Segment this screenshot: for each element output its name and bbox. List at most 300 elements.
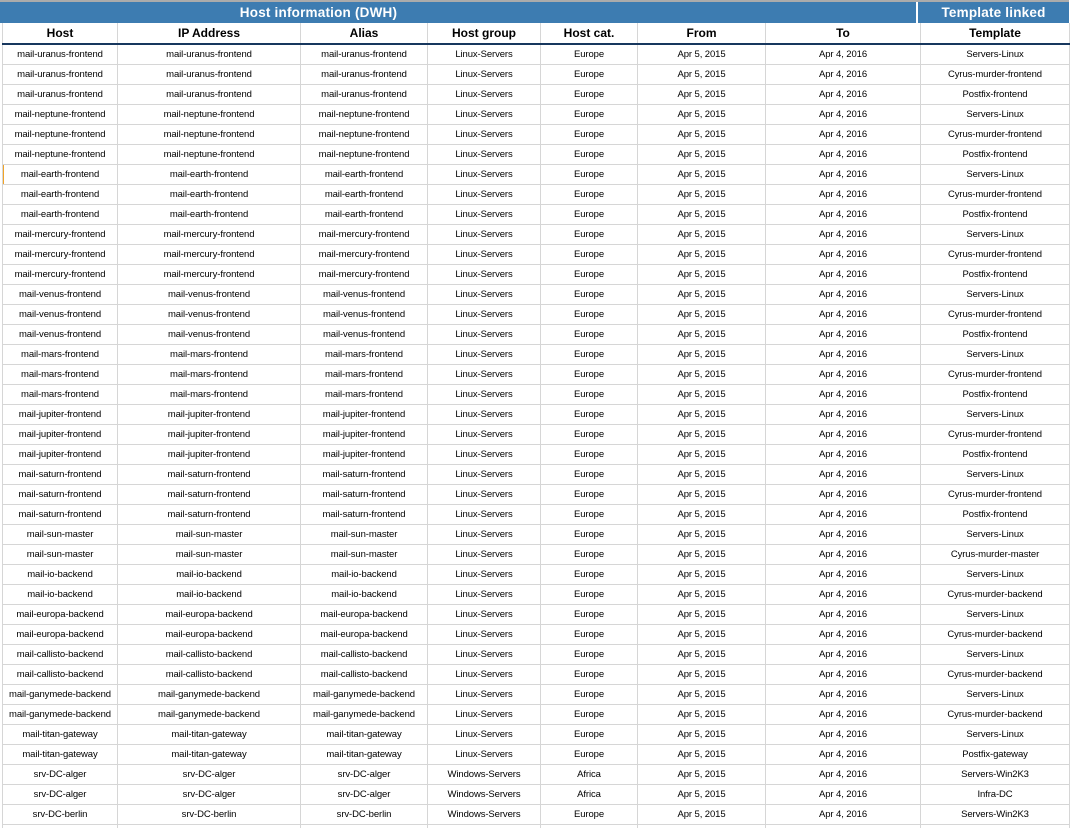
table-cell[interactable]: Apr 5, 2015 — [638, 744, 766, 764]
table-cell[interactable]: Apr 4, 2016 — [766, 344, 921, 364]
table-cell[interactable]: srv-DC-alger — [301, 764, 428, 784]
table-cell[interactable]: Apr 5, 2015 — [638, 584, 766, 604]
table-cell[interactable]: mail-venus-frontend — [3, 284, 118, 304]
table-cell[interactable]: Europe — [541, 564, 638, 584]
table-cell[interactable]: mail-mars-frontend — [118, 364, 301, 384]
table-cell[interactable]: mail-sun-master — [3, 524, 118, 544]
table-cell[interactable]: mail-mercury-frontend — [301, 224, 428, 244]
table-cell[interactable]: Linux-Servers — [428, 324, 541, 344]
table-cell[interactable]: mail-earth-frontend — [3, 164, 118, 184]
column-header-host-cat[interactable]: Host cat. — [541, 23, 638, 44]
column-header-from[interactable]: From — [638, 23, 766, 44]
column-header-alias[interactable]: Alias — [301, 23, 428, 44]
table-cell[interactable]: mail-neptune-frontend — [3, 104, 118, 124]
table-cell[interactable]: Apr 5, 2015 — [638, 724, 766, 744]
table-cell[interactable]: mail-mars-frontend — [3, 384, 118, 404]
table-cell[interactable]: mail-neptune-frontend — [118, 144, 301, 164]
table-cell[interactable]: Postfix-frontend — [921, 144, 1070, 164]
table-cell[interactable]: Europe — [541, 644, 638, 664]
table-cell[interactable]: Apr 5, 2015 — [638, 524, 766, 544]
table-cell[interactable]: Apr 5, 2015 — [638, 544, 766, 564]
table-cell[interactable]: mail-earth-frontend — [118, 184, 301, 204]
table-cell[interactable]: Linux-Servers — [428, 564, 541, 584]
table-cell[interactable]: Europe — [541, 164, 638, 184]
table-cell[interactable]: Servers-Linux — [921, 284, 1070, 304]
table-cell[interactable]: mail-saturn-frontend — [301, 504, 428, 524]
table-cell[interactable]: Apr 5, 2015 — [638, 764, 766, 784]
table-cell[interactable]: Apr 4, 2016 — [766, 424, 921, 444]
table-cell[interactable]: Servers-Linux — [921, 644, 1070, 664]
table-cell[interactable]: Postfix-frontend — [921, 504, 1070, 524]
table-cell[interactable]: Apr 4, 2016 — [766, 304, 921, 324]
table-cell[interactable]: Europe — [541, 624, 638, 644]
table-cell[interactable]: Apr 5, 2015 — [638, 324, 766, 344]
table-cell[interactable]: Cyrus-murder-frontend — [921, 364, 1070, 384]
table-cell[interactable]: mail-neptune-frontend — [301, 124, 428, 144]
table-cell[interactable]: Apr 5, 2015 — [638, 364, 766, 384]
table-cell[interactable]: srv-DC-alger — [301, 784, 428, 804]
table-cell[interactable]: Europe — [541, 344, 638, 364]
table-cell[interactable]: Windows-Servers — [428, 764, 541, 784]
table-cell[interactable]: Europe — [541, 444, 638, 464]
table-cell[interactable]: mail-jupiter-frontend — [301, 424, 428, 444]
table-cell[interactable] — [3, 824, 118, 828]
table-cell[interactable]: Apr 5, 2015 — [638, 204, 766, 224]
table-cell[interactable]: Linux-Servers — [428, 244, 541, 264]
table-cell[interactable]: mail-saturn-frontend — [118, 464, 301, 484]
table-cell[interactable]: mail-callisto-backend — [118, 664, 301, 684]
table-cell[interactable]: Europe — [541, 324, 638, 344]
table-cell[interactable]: Linux-Servers — [428, 224, 541, 244]
table-cell[interactable]: Linux-Servers — [428, 484, 541, 504]
table-cell[interactable]: Cyrus-murder-frontend — [921, 184, 1070, 204]
table-cell[interactable]: Europe — [541, 364, 638, 384]
table-cell[interactable]: Apr 4, 2016 — [766, 184, 921, 204]
table-cell[interactable]: Windows-Servers — [428, 784, 541, 804]
table-cell[interactable]: mail-io-backend — [301, 564, 428, 584]
table-cell[interactable]: Linux-Servers — [428, 644, 541, 664]
table-cell[interactable]: mail-earth-frontend — [301, 164, 428, 184]
table-cell[interactable]: mail-titan-gateway — [118, 744, 301, 764]
banner-cell-template-linked[interactable] — [918, 2, 1069, 23]
table-cell[interactable]: Europe — [541, 484, 638, 504]
table-cell[interactable]: Apr 4, 2016 — [766, 84, 921, 104]
table-cell[interactable]: mail-uranus-frontend — [118, 84, 301, 104]
table-cell[interactable]: mail-ganymede-backend — [301, 684, 428, 704]
table-cell[interactable]: Apr 4, 2016 — [766, 784, 921, 804]
table-cell[interactable]: mail-uranus-frontend — [3, 44, 118, 64]
table-cell[interactable]: Apr 5, 2015 — [638, 224, 766, 244]
table-cell[interactable]: Apr 4, 2016 — [766, 64, 921, 84]
table-cell[interactable]: Linux-Servers — [428, 164, 541, 184]
table-cell[interactable]: Linux-Servers — [428, 464, 541, 484]
table-cell[interactable] — [118, 824, 301, 828]
table-cell[interactable]: Cyrus-murder-backend — [921, 624, 1070, 644]
table-cell[interactable]: mail-ganymede-backend — [118, 704, 301, 724]
table-cell[interactable]: Apr 5, 2015 — [638, 444, 766, 464]
table-cell[interactable]: Apr 4, 2016 — [766, 584, 921, 604]
table-cell[interactable]: Europe — [541, 584, 638, 604]
table-cell[interactable]: mail-europa-backend — [118, 624, 301, 644]
table-cell[interactable]: Linux-Servers — [428, 384, 541, 404]
table-cell[interactable]: mail-callisto-backend — [3, 664, 118, 684]
table-cell[interactable]: Linux-Servers — [428, 84, 541, 104]
table-cell[interactable]: Apr 5, 2015 — [638, 404, 766, 424]
table-cell[interactable]: Apr 4, 2016 — [766, 544, 921, 564]
table-cell[interactable]: Apr 5, 2015 — [638, 284, 766, 304]
table-cell[interactable]: mail-uranus-frontend — [301, 64, 428, 84]
table-cell[interactable]: Apr 5, 2015 — [638, 244, 766, 264]
table-cell[interactable]: Servers-Linux — [921, 104, 1070, 124]
column-header-ip-address[interactable]: IP Address — [118, 23, 301, 44]
table-cell[interactable]: Europe — [541, 204, 638, 224]
table-cell[interactable]: Europe — [541, 384, 638, 404]
table-cell[interactable]: mail-neptune-frontend — [118, 104, 301, 124]
table-cell[interactable]: Europe — [541, 224, 638, 244]
table-cell[interactable]: mail-europa-backend — [118, 604, 301, 624]
table-cell[interactable]: Apr 4, 2016 — [766, 224, 921, 244]
table-cell[interactable]: mail-venus-frontend — [118, 304, 301, 324]
table-cell[interactable]: mail-neptune-frontend — [3, 144, 118, 164]
table-cell[interactable]: mail-uranus-frontend — [301, 84, 428, 104]
table-cell[interactable]: mail-uranus-frontend — [3, 64, 118, 84]
table-cell[interactable]: Servers-Linux — [921, 524, 1070, 544]
table-cell[interactable]: mail-mars-frontend — [3, 364, 118, 384]
table-cell[interactable]: mail-venus-frontend — [301, 304, 428, 324]
table-cell[interactable]: Servers-Linux — [921, 604, 1070, 624]
table-cell[interactable]: Europe — [541, 704, 638, 724]
table-cell[interactable]: Cyrus-murder-frontend — [921, 484, 1070, 504]
table-cell[interactable]: Servers-Linux — [921, 464, 1070, 484]
table-cell[interactable]: mail-titan-gateway — [301, 724, 428, 744]
table-cell[interactable]: Europe — [541, 144, 638, 164]
table-cell[interactable]: Postfix-frontend — [921, 384, 1070, 404]
table-cell[interactable]: Apr 5, 2015 — [638, 604, 766, 624]
table-cell[interactable]: mail-io-backend — [118, 584, 301, 604]
table-cell[interactable]: Servers-Linux — [921, 344, 1070, 364]
table-cell[interactable]: Apr 4, 2016 — [766, 244, 921, 264]
column-header-template[interactable]: Template — [921, 23, 1070, 44]
table-cell[interactable]: Linux-Servers — [428, 624, 541, 644]
table-cell[interactable] — [766, 824, 921, 828]
table-cell[interactable]: mail-sun-master — [118, 524, 301, 544]
table-cell[interactable]: Europe — [541, 244, 638, 264]
table-cell[interactable]: mail-mercury-frontend — [3, 224, 118, 244]
table-cell[interactable]: Apr 4, 2016 — [766, 364, 921, 384]
table-cell[interactable]: mail-uranus-frontend — [3, 84, 118, 104]
table-cell[interactable]: Apr 5, 2015 — [638, 564, 766, 584]
table-cell[interactable]: Apr 5, 2015 — [638, 664, 766, 684]
table-cell[interactable]: Apr 5, 2015 — [638, 644, 766, 664]
table-cell[interactable]: Apr 5, 2015 — [638, 464, 766, 484]
table-cell[interactable]: Apr 4, 2016 — [766, 504, 921, 524]
table-cell[interactable]: Apr 5, 2015 — [638, 684, 766, 704]
table-cell[interactable]: Servers-Win2K3 — [921, 764, 1070, 784]
table-cell[interactable]: Europe — [541, 404, 638, 424]
table-cell[interactable]: Europe — [541, 604, 638, 624]
banner-cell-host-information[interactable] — [0, 2, 918, 23]
table-cell[interactable]: Linux-Servers — [428, 424, 541, 444]
table-cell[interactable]: Servers-Linux — [921, 564, 1070, 584]
table-cell[interactable]: mail-jupiter-frontend — [301, 444, 428, 464]
table-cell[interactable]: mail-mercury-frontend — [301, 244, 428, 264]
table-cell[interactable]: Linux-Servers — [428, 344, 541, 364]
table-cell[interactable]: mail-europa-backend — [3, 604, 118, 624]
table-cell[interactable]: Apr 5, 2015 — [638, 104, 766, 124]
table-cell[interactable]: mail-jupiter-frontend — [118, 444, 301, 464]
table-cell[interactable]: mail-mars-frontend — [301, 364, 428, 384]
table-cell[interactable]: mail-venus-frontend — [118, 324, 301, 344]
table-cell[interactable]: Apr 4, 2016 — [766, 144, 921, 164]
table-cell[interactable]: mail-venus-frontend — [3, 304, 118, 324]
table-cell[interactable]: Apr 5, 2015 — [638, 44, 766, 64]
table-cell[interactable]: Apr 4, 2016 — [766, 644, 921, 664]
table-cell[interactable]: mail-titan-gateway — [301, 744, 428, 764]
table-cell[interactable] — [541, 824, 638, 828]
table-cell[interactable]: Europe — [541, 684, 638, 704]
table-cell[interactable]: mail-callisto-backend — [3, 644, 118, 664]
table-cell[interactable]: mail-sun-master — [118, 544, 301, 564]
table-cell[interactable]: Europe — [541, 804, 638, 824]
table-cell[interactable]: Cyrus-murder-frontend — [921, 244, 1070, 264]
table-cell[interactable]: mail-jupiter-frontend — [3, 424, 118, 444]
table-cell[interactable]: mail-titan-gateway — [3, 744, 118, 764]
table-cell[interactable]: mail-mercury-frontend — [118, 244, 301, 264]
table-cell[interactable]: Europe — [541, 744, 638, 764]
table-cell[interactable]: mail-europa-backend — [3, 624, 118, 644]
table-cell[interactable]: Europe — [541, 524, 638, 544]
table-cell[interactable]: Apr 5, 2015 — [638, 344, 766, 364]
table-cell[interactable]: Apr 4, 2016 — [766, 324, 921, 344]
table-cell[interactable]: mail-saturn-frontend — [118, 484, 301, 504]
table-cell[interactable]: Europe — [541, 504, 638, 524]
table-cell[interactable]: Postfix-frontend — [921, 264, 1070, 284]
table-cell[interactable]: mail-io-backend — [3, 584, 118, 604]
table-cell[interactable]: Linux-Servers — [428, 144, 541, 164]
table-cell[interactable]: mail-uranus-frontend — [301, 44, 428, 64]
table-cell[interactable]: mail-earth-frontend — [301, 184, 428, 204]
table-cell[interactable]: Europe — [541, 64, 638, 84]
table-cell[interactable]: Apr 4, 2016 — [766, 724, 921, 744]
table-cell[interactable]: Apr 4, 2016 — [766, 704, 921, 724]
table-cell[interactable]: srv-DC-alger — [3, 764, 118, 784]
table-cell[interactable]: Servers-Linux — [921, 224, 1070, 244]
table-cell[interactable]: Linux-Servers — [428, 444, 541, 464]
table-cell[interactable]: Linux-Servers — [428, 104, 541, 124]
table-cell[interactable]: Europe — [541, 664, 638, 684]
table-cell[interactable]: mail-uranus-frontend — [118, 64, 301, 84]
table-cell[interactable]: Apr 5, 2015 — [638, 384, 766, 404]
table-cell[interactable]: mail-titan-gateway — [3, 724, 118, 744]
table-cell[interactable]: mail-neptune-frontend — [301, 144, 428, 164]
table-cell[interactable]: Apr 4, 2016 — [766, 764, 921, 784]
table-cell[interactable]: Cyrus-murder-master — [921, 544, 1070, 564]
table-cell[interactable]: Europe — [541, 124, 638, 144]
table-cell[interactable] — [301, 824, 428, 828]
table-cell[interactable]: Windows-Servers — [428, 804, 541, 824]
table-cell[interactable]: mail-ganymede-backend — [118, 684, 301, 704]
table-cell[interactable]: Linux-Servers — [428, 304, 541, 324]
table-cell[interactable]: mail-uranus-frontend — [118, 44, 301, 64]
table-cell[interactable]: Servers-Win2K3 — [921, 804, 1070, 824]
table-cell[interactable]: Linux-Servers — [428, 524, 541, 544]
table-cell[interactable]: mail-earth-frontend — [301, 204, 428, 224]
table-cell[interactable]: mail-venus-frontend — [3, 324, 118, 344]
table-cell[interactable]: mail-mars-frontend — [301, 344, 428, 364]
column-header-host-group[interactable]: Host group — [428, 23, 541, 44]
table-cell[interactable]: mail-io-backend — [301, 584, 428, 604]
table-cell[interactable]: Postfix-frontend — [921, 204, 1070, 224]
table-cell[interactable]: Apr 4, 2016 — [766, 164, 921, 184]
table-cell[interactable]: Linux-Servers — [428, 664, 541, 684]
table-cell[interactable]: srv-DC-alger — [118, 784, 301, 804]
table-cell[interactable]: Apr 4, 2016 — [766, 404, 921, 424]
table-cell[interactable]: mail-saturn-frontend — [3, 484, 118, 504]
table-cell[interactable]: mail-callisto-backend — [301, 664, 428, 684]
table-cell[interactable]: mail-mars-frontend — [3, 344, 118, 364]
table-cell[interactable]: Linux-Servers — [428, 604, 541, 624]
table-cell[interactable]: mail-venus-frontend — [301, 324, 428, 344]
table-cell[interactable]: Cyrus-murder-frontend — [921, 64, 1070, 84]
table-cell[interactable]: Servers-Linux — [921, 164, 1070, 184]
table-cell[interactable]: Apr 4, 2016 — [766, 104, 921, 124]
table-cell[interactable]: mail-mercury-frontend — [301, 264, 428, 284]
table-cell[interactable]: mail-mercury-frontend — [3, 264, 118, 284]
table-cell[interactable]: srv-DC-berlin — [3, 804, 118, 824]
table-cell[interactable]: Cyrus-murder-frontend — [921, 124, 1070, 144]
table-cell[interactable] — [428, 824, 541, 828]
table-cell[interactable]: mail-earth-frontend — [118, 204, 301, 224]
table-cell[interactable]: Apr 5, 2015 — [638, 124, 766, 144]
table-cell[interactable]: mail-saturn-frontend — [301, 484, 428, 504]
table-cell[interactable]: Europe — [541, 104, 638, 124]
table-cell[interactable]: Postfix-frontend — [921, 444, 1070, 464]
table-cell[interactable]: Cyrus-murder-backend — [921, 584, 1070, 604]
table-cell[interactable]: mail-saturn-frontend — [118, 504, 301, 524]
table-cell[interactable]: Apr 5, 2015 — [638, 484, 766, 504]
table-cell[interactable]: Apr 4, 2016 — [766, 564, 921, 584]
table-cell[interactable]: Apr 4, 2016 — [766, 604, 921, 624]
table-cell[interactable]: Apr 5, 2015 — [638, 64, 766, 84]
table-cell[interactable]: mail-jupiter-frontend — [118, 424, 301, 444]
table-cell[interactable]: mail-earth-frontend — [118, 164, 301, 184]
table-cell[interactable]: mail-mercury-frontend — [118, 264, 301, 284]
table-cell[interactable]: Europe — [541, 424, 638, 444]
table-cell[interactable]: Apr 4, 2016 — [766, 744, 921, 764]
table-cell[interactable]: mail-jupiter-frontend — [3, 444, 118, 464]
table-cell[interactable]: Apr 4, 2016 — [766, 264, 921, 284]
table-cell[interactable] — [638, 824, 766, 828]
table-cell[interactable]: mail-venus-frontend — [118, 284, 301, 304]
table-cell[interactable]: mail-mars-frontend — [118, 344, 301, 364]
table-cell[interactable]: Cyrus-murder-backend — [921, 664, 1070, 684]
column-header-to[interactable]: To — [766, 23, 921, 44]
table-cell[interactable]: mail-europa-backend — [301, 624, 428, 644]
table-cell[interactable]: srv-DC-berlin — [118, 804, 301, 824]
table-cell[interactable]: mail-ganymede-backend — [3, 704, 118, 724]
table-cell[interactable]: Apr 5, 2015 — [638, 164, 766, 184]
table-cell[interactable]: Servers-Linux — [921, 404, 1070, 424]
table-cell[interactable]: Apr 5, 2015 — [638, 84, 766, 104]
table-cell[interactable]: mail-sun-master — [3, 544, 118, 564]
table-cell[interactable]: Linux-Servers — [428, 124, 541, 144]
table-cell[interactable]: Europe — [541, 464, 638, 484]
table-cell[interactable]: Apr 4, 2016 — [766, 204, 921, 224]
table-cell[interactable]: Apr 5, 2015 — [638, 624, 766, 644]
table-cell[interactable]: Linux-Servers — [428, 264, 541, 284]
table-cell[interactable]: Europe — [541, 264, 638, 284]
table-cell[interactable]: Apr 5, 2015 — [638, 144, 766, 164]
table-cell[interactable]: mail-saturn-frontend — [301, 464, 428, 484]
table-cell[interactable] — [921, 824, 1070, 828]
table-cell[interactable]: Linux-Servers — [428, 64, 541, 84]
table-cell[interactable]: mail-jupiter-frontend — [3, 404, 118, 424]
table-cell[interactable]: Apr 5, 2015 — [638, 264, 766, 284]
table-cell[interactable]: Apr 5, 2015 — [638, 704, 766, 724]
table-cell[interactable]: Apr 4, 2016 — [766, 44, 921, 64]
table-cell[interactable]: Europe — [541, 544, 638, 564]
table-cell[interactable]: Apr 5, 2015 — [638, 304, 766, 324]
table-cell[interactable]: mail-mars-frontend — [118, 384, 301, 404]
table-cell[interactable]: Linux-Servers — [428, 364, 541, 384]
table-cell[interactable]: Linux-Servers — [428, 744, 541, 764]
table-cell[interactable]: Apr 4, 2016 — [766, 384, 921, 404]
table-cell[interactable]: mail-saturn-frontend — [3, 504, 118, 524]
table-cell[interactable]: Infra-DC — [921, 784, 1070, 804]
table-cell[interactable]: Europe — [541, 284, 638, 304]
table-cell[interactable]: Linux-Servers — [428, 204, 541, 224]
table-cell[interactable]: Apr 4, 2016 — [766, 484, 921, 504]
table-cell[interactable]: Cyrus-murder-frontend — [921, 424, 1070, 444]
table-cell[interactable]: Cyrus-murder-backend — [921, 704, 1070, 724]
table-cell[interactable]: Linux-Servers — [428, 184, 541, 204]
table-cell[interactable]: mail-neptune-frontend — [301, 104, 428, 124]
table-cell[interactable]: Postfix-gateway — [921, 744, 1070, 764]
table-cell[interactable]: srv-DC-alger — [3, 784, 118, 804]
table-cell[interactable]: Postfix-frontend — [921, 84, 1070, 104]
table-cell[interactable]: Europe — [541, 44, 638, 64]
table-cell[interactable]: Linux-Servers — [428, 504, 541, 524]
table-cell[interactable]: Servers-Linux — [921, 684, 1070, 704]
table-cell[interactable]: Apr 4, 2016 — [766, 684, 921, 704]
table-cell[interactable]: Linux-Servers — [428, 584, 541, 604]
table-cell[interactable]: Cyrus-murder-frontend — [921, 304, 1070, 324]
table-cell[interactable]: Linux-Servers — [428, 284, 541, 304]
table-cell[interactable]: mail-ganymede-backend — [3, 684, 118, 704]
table-cell[interactable]: mail-mercury-frontend — [3, 244, 118, 264]
table-cell[interactable]: Linux-Servers — [428, 404, 541, 424]
table-cell[interactable]: mail-neptune-frontend — [3, 124, 118, 144]
table-cell[interactable]: Linux-Servers — [428, 724, 541, 744]
table-cell[interactable]: mail-europa-backend — [301, 604, 428, 624]
table-cell[interactable]: Apr 4, 2016 — [766, 284, 921, 304]
table-cell[interactable]: Servers-Linux — [921, 44, 1070, 64]
table-cell[interactable]: mail-jupiter-frontend — [301, 404, 428, 424]
table-cell[interactable]: Linux-Servers — [428, 704, 541, 724]
table-cell[interactable]: Apr 5, 2015 — [638, 504, 766, 524]
table-cell[interactable]: srv-DC-alger — [118, 764, 301, 784]
table-cell[interactable]: Apr 4, 2016 — [766, 524, 921, 544]
table-cell[interactable]: mail-venus-frontend — [301, 284, 428, 304]
table-cell[interactable]: Apr 4, 2016 — [766, 464, 921, 484]
table-cell[interactable]: mail-titan-gateway — [118, 724, 301, 744]
table-cell[interactable]: Europe — [541, 724, 638, 744]
table-cell[interactable]: mail-io-backend — [118, 564, 301, 584]
table-cell[interactable]: Africa — [541, 764, 638, 784]
table-cell[interactable]: mail-mercury-frontend — [118, 224, 301, 244]
table-cell[interactable]: Apr 4, 2016 — [766, 124, 921, 144]
table-cell[interactable]: Apr 5, 2015 — [638, 804, 766, 824]
